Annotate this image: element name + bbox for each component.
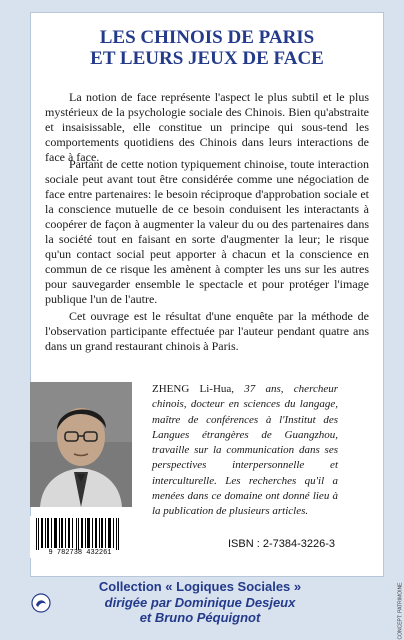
barcode-number: 9 782738 432261	[48, 549, 112, 557]
author-name: ZHENG Li-Hua,	[152, 383, 235, 395]
summary-paragraph-1: La notion de face représente l'aspect le plus subtil et le plus mystérieux de la psychologie sociale des Chinois. Bien qu'abstraite et insaisissable, elle constitue un principe qui sous-tend les comportements quotidiens des Chinois dans leurs interactions de face à face.	[45, 90, 369, 164]
book-title	[31, 27, 383, 69]
collection-name: Collection « Logiques Sociales »	[98, 579, 302, 594]
side-credit	[388, 582, 404, 640]
author-photo	[30, 382, 132, 507]
author-bio	[152, 382, 338, 520]
collection-directors-line-2: et Bruno Péquignot	[139, 610, 261, 625]
isbn: ISBN : 2-7384-3226-3	[228, 538, 336, 550]
side-credit-text: CONCEPT: PATRIMOINE	[397, 582, 404, 640]
author-portrait-image	[30, 382, 132, 507]
author-bio-text: 37 ans, chercheur chinois, docteur en sciences du langage, maître de conférences à l'Institut des Langues étrangères de Guangzhou, travaille sur la communication dans ses perspectives interpersonnelle et interculturelle. Les recherches qu'il a menées dans ce domaine ont donné lieu à la publication de plusieurs articles.	[152, 383, 338, 518]
title-line-2: ET LEURS JEUX DE FACE	[90, 48, 324, 69]
title-line-1: LES CHINOIS DE PARIS	[99, 27, 315, 48]
collection-info	[0, 579, 400, 625]
collection-directors-line-1: dirigée par Dominique Desjeux	[104, 595, 296, 610]
summary-paragraph-3: Cet ouvrage est le résultat d'une enquête par la méthode de l'observation participante effectuée par l'auteur pendant quatre ans dans un grand restaurant chinois à Paris.	[45, 309, 369, 353]
barcode	[30, 516, 130, 558]
summary-paragraph-2: Partant de cette notion typiquement chinoise, toute interaction sociale peut avant tout être considérée comme une négociation de face entre partenaires: le besoin réciproque d'approbation sociale et la conscience mutuelle de ce besoin conduisent les interactants à coopérer de façon à augmenter la valeur du ou des partenaires dans la société tout en faisant en sorte d'augmenter la leur; le risque qu'un contact social peut apporter à chacun et la conscience en commun de ce risque les amènent à compter les uns sur les autres pour sauvegarder ensemble le spectacle et pour protéger l'image publique l'un de l'autre.	[45, 157, 369, 306]
